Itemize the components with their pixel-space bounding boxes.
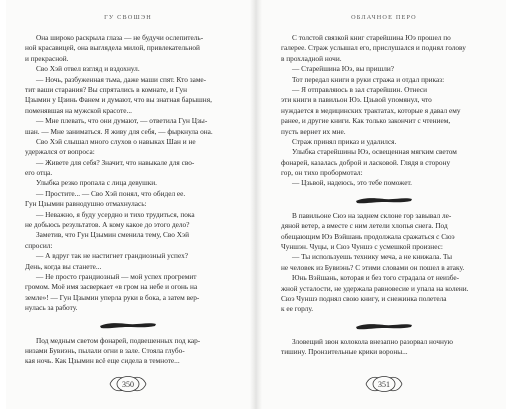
paragraph bbox=[25, 251, 230, 272]
left-page-body bbox=[25, 33, 230, 367]
text-line: Гун Цзымин равнодушно отмахнулась: bbox=[25, 199, 147, 209]
text-line: тит ваши старания? Вы спрятались в комнате, и Гун bbox=[25, 84, 187, 94]
paragraph bbox=[25, 116, 230, 137]
paragraph bbox=[281, 337, 486, 358]
paragraph bbox=[281, 85, 486, 137]
text-line: Улыбка резко пропала с лица девушки. bbox=[36, 178, 157, 188]
text-line: — Старейшина Юэ, вы пришли? bbox=[292, 64, 395, 74]
text-line: шан. — Мне заниматься. Я живу для себя, — фыркнула она. bbox=[25, 126, 213, 136]
brushstroke-icon bbox=[98, 320, 158, 330]
text-line: День, когда вы станете... bbox=[25, 261, 102, 271]
text-line: пусть вернет их мне. bbox=[281, 126, 346, 136]
paragraph bbox=[281, 147, 486, 178]
text-line: — Мне плевать, что они думают, — ответила Гун Цзы- bbox=[36, 116, 208, 126]
book-gutter bbox=[250, 0, 262, 409]
text-line: в прохладной ночи. bbox=[281, 53, 342, 63]
section-break-brushstroke bbox=[281, 189, 486, 211]
section-break-brushstroke bbox=[281, 315, 486, 337]
text-line: Юнь Вэйшань, которая и без того страдала от неизбе- bbox=[292, 273, 460, 283]
right-page bbox=[262, 0, 506, 409]
paragraph bbox=[25, 272, 230, 314]
paragraph bbox=[25, 230, 230, 251]
text-line: — Ночь, разбуженная тьма, даже маши спят. Кто заме- bbox=[36, 74, 207, 84]
paragraph bbox=[25, 33, 230, 64]
page-number-ornament-left bbox=[104, 373, 152, 395]
text-line: дяной ветер, а вместе с ним летели хлопья снега. Под bbox=[281, 221, 448, 231]
paragraph bbox=[25, 64, 230, 74]
paragraph bbox=[25, 210, 230, 231]
text-line: громом. Моё имя засверкает «в гром на небе и огонь на bbox=[25, 282, 198, 292]
text-line: низами Бувиэнь, пылали огни в зале. Стояла глубо- bbox=[25, 345, 185, 355]
text-line: кая ночь. Как Цзымин всё еще сидела в темноте... bbox=[25, 356, 180, 366]
paragraph bbox=[25, 75, 230, 117]
text-line: нуждается в медицинских трактатах, которые я давал ему bbox=[281, 105, 461, 115]
text-line: Сво Хэй отвел взгляд и вздохнул. bbox=[36, 64, 140, 74]
page-number-right: 351 bbox=[378, 379, 390, 389]
text-line: поменявшая на мужской красоте... bbox=[25, 105, 132, 115]
text-line: земле»! — Гун Цзымин уперла руки в бока, а затем вер- bbox=[25, 292, 200, 302]
text-line: Страж принял приказ и удалился. bbox=[292, 136, 397, 146]
text-line: Тот передал книги в руки стража и отдал приказ: bbox=[292, 74, 445, 84]
text-line: галерее. Страж услышал его, прислушался и поднял голову bbox=[281, 43, 466, 53]
text-line: — А вдруг так не настигнет грандиозный успех? bbox=[36, 251, 188, 261]
text-line: не добьюсь результатов. А кому какое до этого дело? bbox=[25, 220, 190, 230]
paragraph bbox=[281, 137, 486, 147]
text-line: нулась за работу. bbox=[25, 303, 78, 313]
text-line: и прекрасной. bbox=[25, 53, 69, 63]
text-line: Чуншэн. Чуцы, и Сюэ Чуншэ с усмешкой произнес: bbox=[281, 242, 443, 252]
text-line: — Неважно, я буду усердно и тихо трудиться, пока bbox=[36, 209, 195, 219]
text-line: Цзымин у Цзинь Фанем и думают, что вы знатная барышня, bbox=[25, 95, 212, 105]
running-header-right: ОБЛАЧНОЕ ПЕРО bbox=[351, 14, 417, 21]
text-line: — Цзьвой, надеюсь, это тебе поможет. bbox=[292, 178, 412, 188]
text-line: Заметив, что Гун Цзымин сменила тему, Сво Хэй bbox=[36, 230, 190, 240]
text-line: ной красавицей, она выглядела милой, привлекательной bbox=[25, 43, 200, 53]
text-line: эти книги в павильон Юэ. Цзьвой упомянул, что bbox=[281, 95, 432, 105]
text-line: тишину. Пронзительные крики вороны... bbox=[281, 347, 408, 357]
text-line: его отца. bbox=[25, 168, 53, 178]
paragraph bbox=[25, 158, 230, 179]
paragraph bbox=[25, 336, 230, 367]
text-line: фонарей, казалась доброй и ласковой. Глядя в сторону bbox=[281, 157, 451, 167]
page-number-left: 350 bbox=[122, 379, 134, 389]
paragraph bbox=[281, 33, 486, 64]
paragraph bbox=[281, 75, 486, 85]
text-line: Сво Хэй слышал много слухов о навыках Шан и не bbox=[36, 136, 196, 146]
text-line: спросил: bbox=[25, 240, 53, 250]
page-number-ornament-right bbox=[360, 373, 408, 395]
text-line: — Ты используешь технику меча, а не книжала. Ты bbox=[292, 252, 452, 262]
text-line: удержался от вопроса: bbox=[25, 147, 95, 157]
text-line: В павильоне Сюэ на заднем склоне гор завывал ле- bbox=[292, 210, 452, 220]
text-line: жной усталости, не удержала равновесие и упала на колени. bbox=[281, 283, 469, 293]
text-line: — Простите... — Сво Хэй понял, что обидел ее. bbox=[36, 188, 186, 198]
right-page-body bbox=[281, 33, 486, 358]
text-line: Сюэ Чуншэ поднял свою книгу, и снежинка полетела bbox=[281, 293, 447, 303]
brushstroke-icon bbox=[354, 195, 414, 205]
text-line: Она широко раскрыла глаза — не будучи ослепитель- bbox=[36, 33, 204, 42]
running-header-left: ГУ СВОШЭН bbox=[104, 14, 152, 21]
paragraph bbox=[25, 189, 230, 210]
text-line: С толстой связкой книг старейшина Юэ прошел по bbox=[292, 33, 451, 42]
paragraph bbox=[281, 273, 486, 315]
text-line: — Живете для себя? Значит, что навыкале для сво- bbox=[36, 157, 195, 167]
brushstroke-icon bbox=[354, 321, 414, 331]
left-page bbox=[6, 0, 250, 409]
paragraph bbox=[281, 178, 486, 188]
section-break-brushstroke bbox=[25, 314, 230, 336]
paragraph bbox=[281, 64, 486, 74]
text-line: к ее горлу. bbox=[281, 304, 314, 314]
paragraph bbox=[281, 252, 486, 273]
paragraph bbox=[25, 178, 230, 188]
paragraph bbox=[281, 211, 486, 253]
text-line: — Я отправляюсь в зал старейшин. Отнеси bbox=[292, 84, 428, 94]
paragraph bbox=[25, 137, 230, 158]
text-line: Зловещий звон колокола внезапно разорвал ночную bbox=[292, 336, 454, 346]
text-line: гор, он тихо пробормотал: bbox=[281, 168, 363, 178]
text-line: — Не просто грандиозный — мой успех прогремит bbox=[36, 271, 197, 281]
text-line: Улыбка старейшины Юэ, освещенная мягким светом bbox=[292, 147, 457, 157]
text-line: Под медным светом фонарей, подвешенных под кар- bbox=[36, 335, 201, 345]
text-line: не человек из Бувиэнь? С этими словами он пошел в атаку. bbox=[281, 262, 465, 272]
text-line: ранее, и другие книги. Как только закончит с чтением, bbox=[281, 116, 451, 126]
text-line: обещающим Юэ Вэйшань продолжала сражаться с Сюэ bbox=[281, 231, 455, 241]
